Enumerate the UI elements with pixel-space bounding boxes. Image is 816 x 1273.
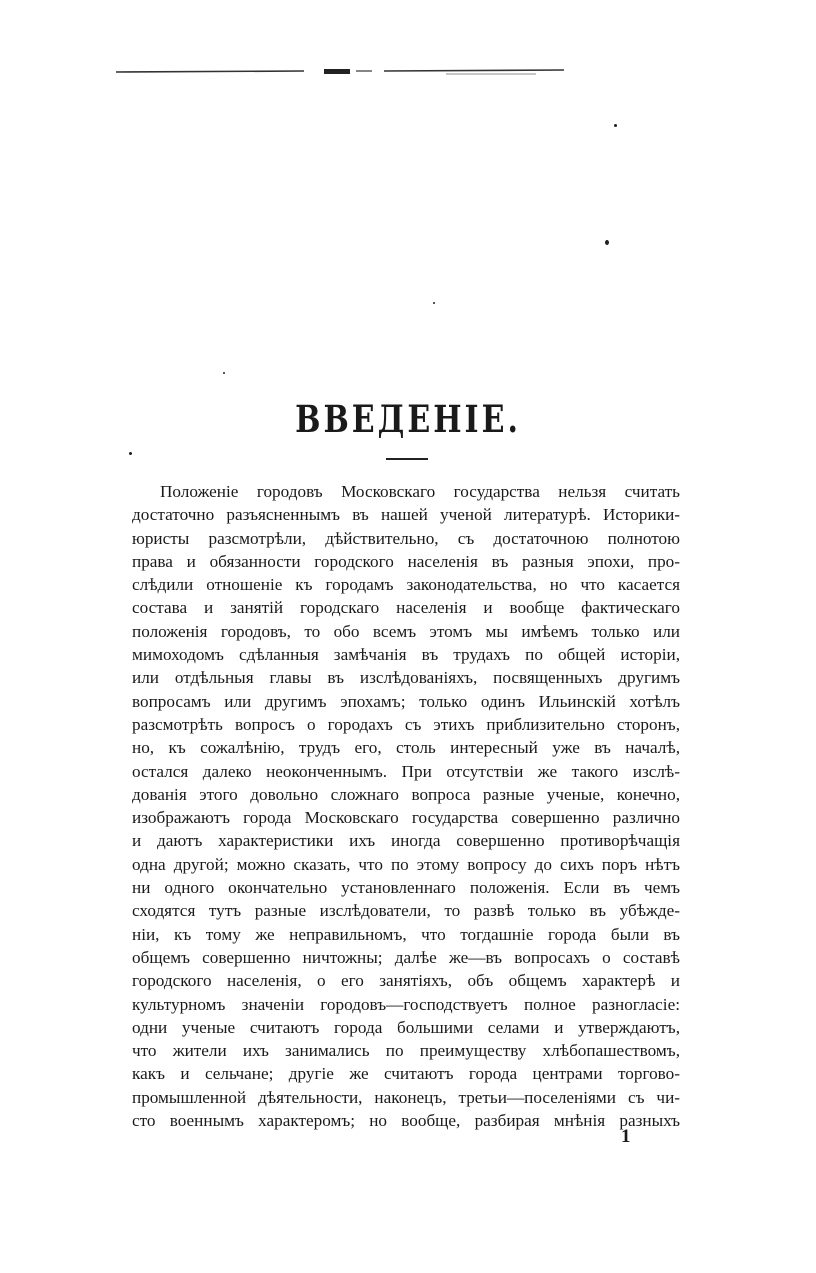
text-line: состава и занятій городскаго населенія и вообще фактическаго xyxy=(132,598,680,618)
text-line: одни ученые считаютъ города большими селами и утверждаютъ, xyxy=(132,1017,680,1037)
text-line: мимоходомъ сдѣланныя замѣчанія въ трудахъ по общей исторіи, xyxy=(132,645,680,665)
text-line: но, къ сожалѣнію, трудъ его, столь интересный уже въ началѣ, xyxy=(132,738,680,758)
chapter-title: ВВЕДЕНІЕ. xyxy=(295,398,521,442)
text-line: сто военнымъ характеромъ; но вообще, разбирая мнѣнія разныхъ xyxy=(132,1111,680,1131)
text-line: ніи, къ тому же неправильномъ, что тогдашніе города были въ xyxy=(132,924,680,944)
text-line: слѣдили отношеніе къ городамъ законодательства, но что касается xyxy=(132,575,680,595)
scan-speck xyxy=(433,302,435,304)
text-line: общемъ совершенно ничтожны; далѣе же—въ вопросахъ о составѣ xyxy=(132,947,680,967)
title-underline xyxy=(386,458,428,460)
text-line: городского населенія, о его занятіяхъ, объ общемъ характерѣ и xyxy=(132,971,680,991)
text-line: одна другой; можно сказать, что по этому вопросу до сихъ поръ нѣтъ xyxy=(132,854,680,874)
text-line: Положеніе городовъ Московскаго государства нельзя считать xyxy=(160,482,680,501)
scan-speck xyxy=(605,240,609,245)
text-line: промышленной дѣятельности, наконецъ, третьи—поселеніями съ чи- xyxy=(132,1087,680,1107)
text-line: и даютъ характеристики ихъ иногда совершенно противорѣчащія xyxy=(132,831,680,851)
text-line: разсмотрѣть вопросъ о городахъ съ этихъ приблизительно сторонъ, xyxy=(132,714,680,734)
scan-speck xyxy=(129,452,132,455)
body-paragraph xyxy=(132,480,680,1132)
text-line: вопросамъ или другимъ эпохамъ; только одинъ Ильинскій хотѣлъ xyxy=(132,691,680,711)
text-line: изображаютъ города Московскаго государства совершенно различно xyxy=(132,808,680,828)
text-line: что жители ихъ занимались по преимуществу хлѣбопашествомъ, xyxy=(132,1041,680,1061)
text-line: культурномъ значеніи городовъ—господствуетъ полное разногласіе: xyxy=(132,994,680,1014)
text-line: или отдѣльныя главы въ изслѣдованіяхъ, посвященныхъ другимъ xyxy=(132,668,680,688)
text-line: права и обязанности городского населенія въ разныя эпохи, про- xyxy=(132,551,680,571)
text-line: остался далеко неоконченнымъ. При отсутствіи же такого изслѣ- xyxy=(132,761,680,781)
text-line: какъ и сельчане; другіе же считаютъ города центрами торгово- xyxy=(132,1064,680,1084)
text-line: достаточно разъясненнымъ въ нашей ученой литературѣ. Историки- xyxy=(132,505,680,525)
scan-speck xyxy=(614,124,617,127)
text-line: дованія этого довольно сложнаго вопроса разные ученые, конечно, xyxy=(132,784,680,804)
text-line: сходятся тутъ разные изслѣдователи, то развѣ только въ убѣжде- xyxy=(132,901,680,921)
page-number: 1 xyxy=(621,1126,631,1147)
scan-speck xyxy=(223,372,225,374)
top-decorative-rule xyxy=(116,66,564,78)
text-line: положенія городовъ, то обо всемъ этомъ мы имѣемъ только или xyxy=(132,621,680,641)
text-line: ни одного окончательно установленнаго положенія. Если въ чемъ xyxy=(132,878,680,898)
text-line: юристы разсмотрѣли, дѣйствительно, съ достаточною полнотою xyxy=(132,528,680,548)
